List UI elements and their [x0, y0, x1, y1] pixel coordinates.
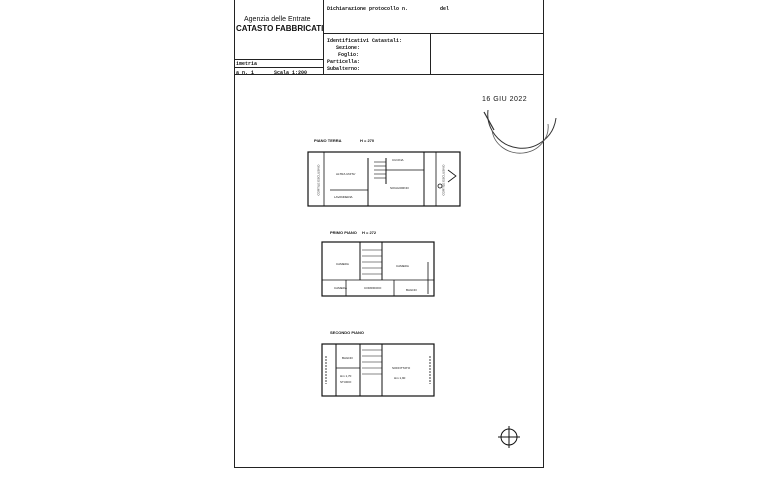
stamp-date: 16 GIU 2022 [482, 96, 528, 103]
field-foglio: Foglio: [338, 52, 360, 58]
field-subalterno: Subalterno: [327, 66, 361, 72]
room-label: CORTILE ESCLUSIVO [316, 164, 321, 196]
room-label: CORRIDOIO [364, 286, 382, 290]
room-label: ALTRA UNITA' [336, 172, 356, 176]
ground-floor-height: H = 270 [360, 138, 375, 143]
ground-floor-title: PIANO TERRA [314, 138, 342, 143]
room-label: LAVANDERIA [334, 195, 353, 199]
room-label: CAMERA [336, 262, 349, 266]
field-particella: Particella: [327, 59, 361, 65]
north-arrow-icon [498, 426, 520, 448]
identifiers-title: Identificativi Catastali: [327, 38, 403, 44]
room-label: Hm 1,70 [340, 374, 352, 378]
registry-name: CATASTO FABBRICATI [236, 24, 324, 33]
declaration-label: Dichiarazione protocollo n. [327, 6, 409, 12]
field-sezione: Sezione: [336, 45, 361, 51]
sheet-number: a n. 1 [236, 70, 255, 76]
first-floor-height: H = 272 [362, 230, 377, 235]
room-label: CAMERA [334, 286, 347, 290]
room-label: BAGNO [342, 356, 353, 360]
room-label: CORTILE ESCLUSIVO [441, 164, 446, 196]
ground-floor-plan [308, 152, 460, 206]
second-floor-title: SECONDO PIANO [330, 330, 365, 335]
date-label: del [440, 6, 450, 12]
agency-name: Agenzia delle Entrate [244, 16, 311, 23]
room-label: Hm 1,90 [394, 376, 406, 380]
room-label: CAMERA [396, 264, 409, 268]
room-label: SOFFITTATO [392, 366, 411, 370]
room-label: CUCINA [392, 158, 404, 162]
room-label: SOGGIORNO [390, 186, 409, 190]
scale-label: Scala 1:200 [274, 70, 308, 76]
office-stamp [484, 110, 556, 153]
first-floor-title: PRIMO PIANO [330, 230, 357, 235]
room-label: BAGNO [406, 288, 417, 292]
room-label: STUDIO [340, 380, 352, 384]
planimetry-label: imetria [236, 61, 258, 67]
second-floor-plan [322, 344, 434, 396]
